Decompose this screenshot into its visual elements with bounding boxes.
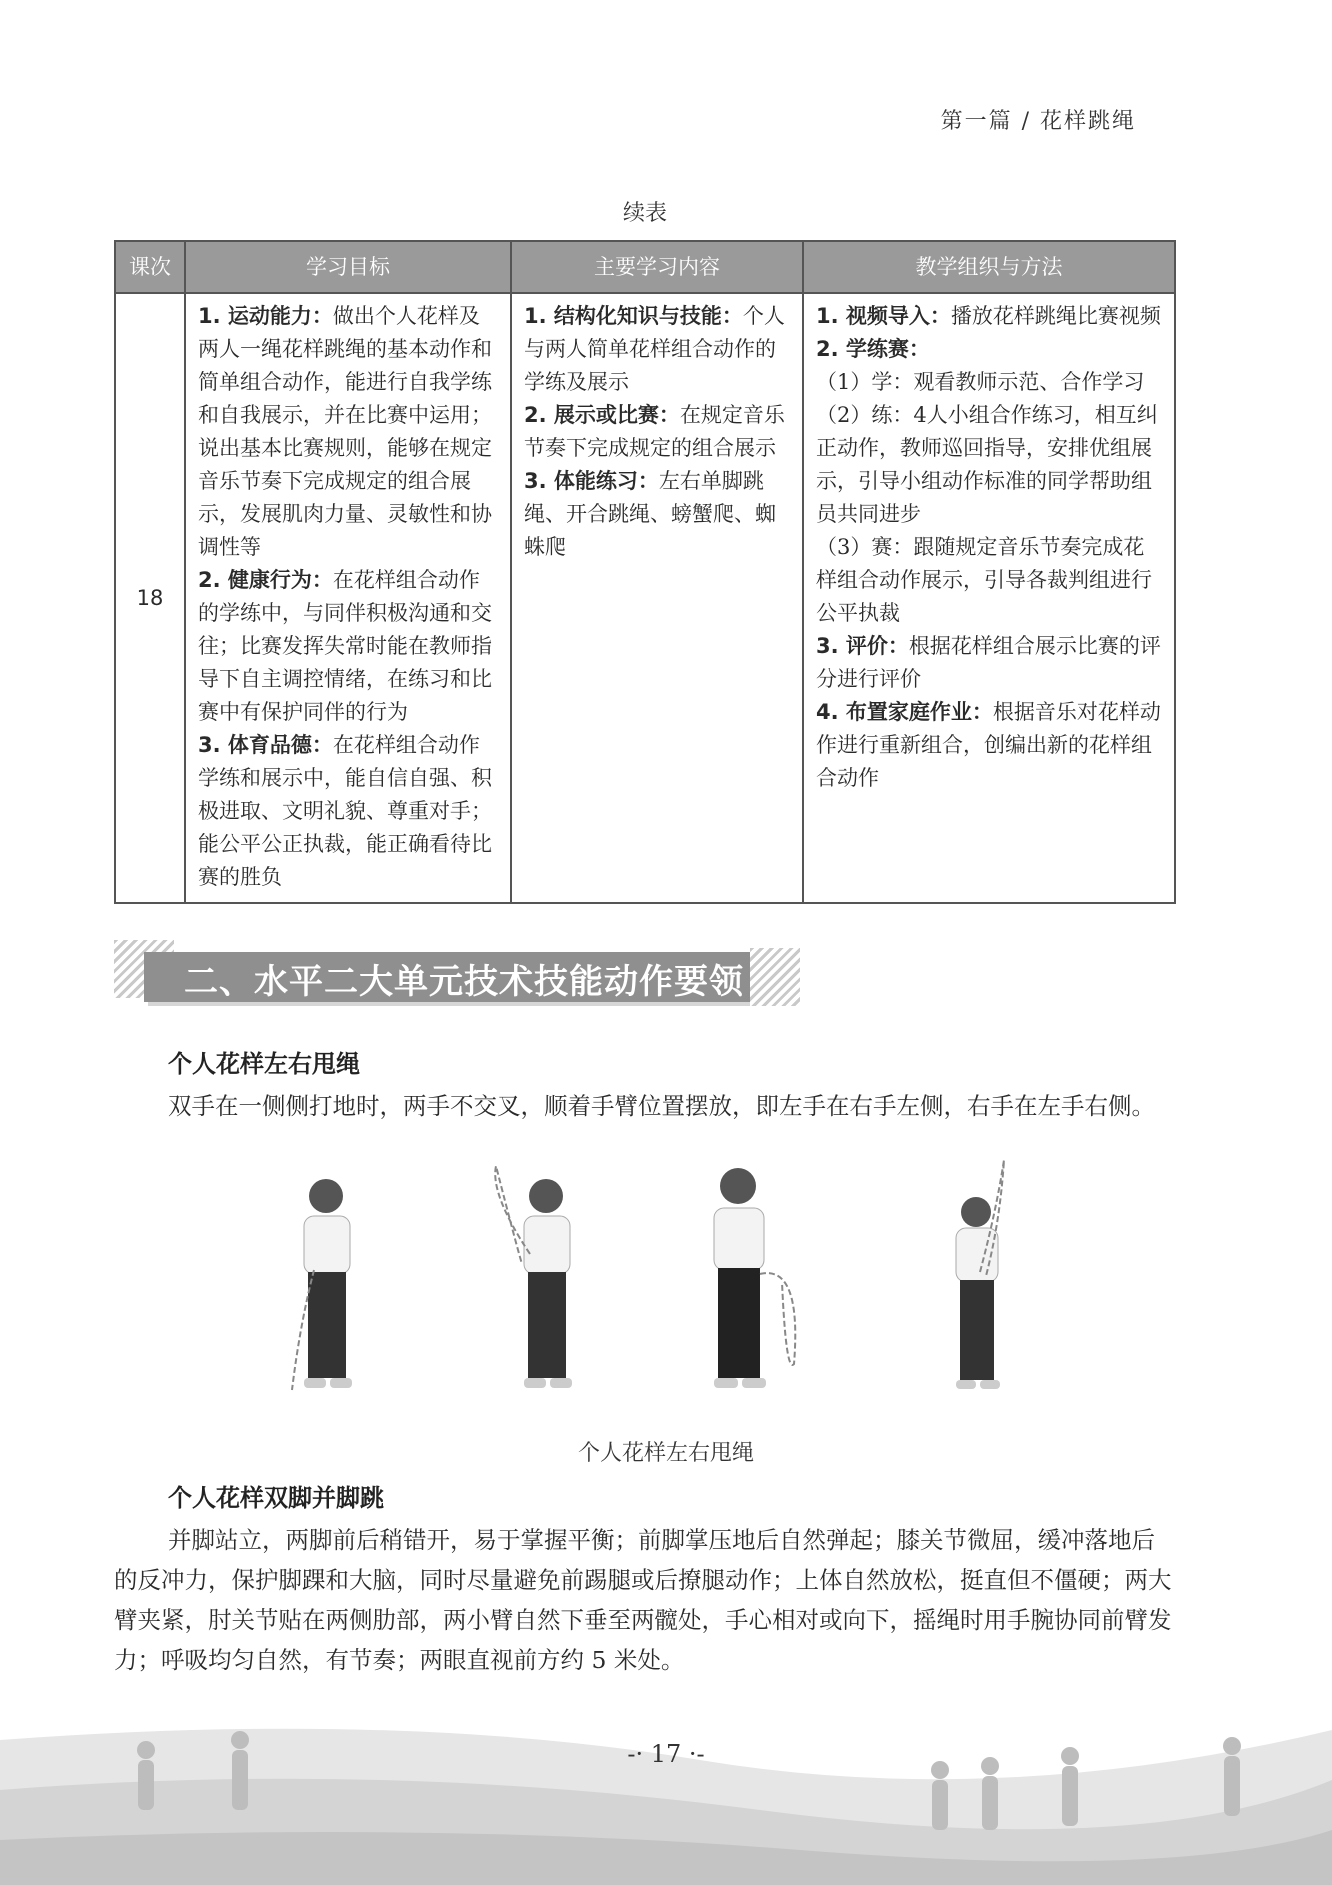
method-item: （3）赛：跟随规定音乐节奏完成花样组合动作展示，引导各裁判组进行公平执裁 [816,535,1152,625]
footer-decoration [0,1700,1332,1885]
goal-item: 1. 运动能力：做出个人花样及两人一绳花样跳绳的基本动作和简单组合动作，能进行自我学练和自我展示，并在比赛中运用；说出基本比赛规则，能够在规定音乐节奏下完成规定的组合展示，发展肌肉力量、灵敏性和协调性等 [198,304,492,559]
goals-cell [185,293,511,903]
person-figure-2 [495,1166,572,1388]
header-content: 主要学习内容 [511,241,803,293]
section-title: 二、水平二大单元技术技能动作要领 [184,962,744,1002]
header-lesson: 课次 [115,241,185,293]
method-item: 2. 学练赛： [816,337,930,361]
method-item: （2）练：4人小组合作练习，相互纠正动作，教师巡回指导，安排优组展示，引导小组动作标准的同学帮助组员共同进步 [816,403,1158,526]
item-title: 个人花样左右甩绳 [168,1050,360,1078]
person-figure-1 [292,1179,352,1390]
item-body: 并脚站立，两脚前后稍错开，易于掌握平衡；前脚掌压地后自然弹起；膝关节微屈，缓冲落地后的反冲力，保护脚踝和大脑，同时尽量避免前踢腿或后撩腿动作；上体自然放松，挺直但不僵硬；两大臂夹紧，肘关节贴在两侧肋部，两小臂自然下垂至两髋处，手心相对或向下，摇绳时用手腕协同前臂发力；呼吸均匀自然，有节奏；两眼直视前方约 5 米处。 [114,1526,1172,1674]
goal-item: 2. 健康行为：在花样组合动作的学练中，与同伴积极沟通和交往；比赛发挥失常时能在教师指导下自主调控情绪，在练习和比赛中有保护同伴的行为 [198,568,492,724]
method-item: （1）学：观看教师示范、合作学习 [816,370,1145,394]
page-number: -· 17 ·- [627,1740,705,1768]
lesson-plan-table [114,240,1176,904]
method-item: 4. 布置家庭作业：根据音乐对花样动作进行重新组合，创编出新的花样组合动作 [816,700,1161,790]
person-figure-4 [956,1160,1004,1389]
item-body: 双手在一侧侧打地时，两手不交叉，顺着手臂位置摆放，即左手在右手左侧，右手在左手右侧。 [168,1092,1155,1120]
content-cell [511,293,803,903]
content-item: 1. 结构化知识与技能：个人与两人简单花样组合动作的学练及展示 [524,304,785,394]
table-header-row [115,241,1175,293]
running-header: 第一篇 / 花样跳绳 [940,109,1136,134]
content-item: 3. 体能练习：左右单脚跳绳、开合跳绳、螃蟹爬、蜘蛛爬 [524,469,776,559]
table-continued-caption: 续表 [622,201,667,226]
header-goals: 学习目标 [185,241,511,293]
table-row [115,293,1175,903]
section-banner [114,940,804,1010]
figure-caption: 个人花样左右甩绳 [577,1441,754,1466]
item-title: 个人花样双脚并脚跳 [168,1484,384,1512]
goal-item: 3. 体育品德：在花样组合动作学练和展示中，能自信自强、积极进取、文明礼貌、尊重对手；能公平公正执裁，能正确看待比赛的胜负 [198,733,492,889]
method-item: 1. 视频导入：播放花样跳绳比赛视频 [816,304,1161,328]
banner-stripe-right [750,948,800,1006]
person-figure-3 [714,1168,795,1388]
figure-illustration [270,1160,1070,1420]
jump-rope-photos [270,1160,1070,1420]
lesson-number: 18 [115,293,185,903]
method-item: 3. 评价：根据花样组合展示比赛的评分进行评价 [816,634,1161,691]
header-methods: 教学组织与方法 [803,241,1175,293]
content-item: 2. 展示或比赛：在规定音乐节奏下完成规定的组合展示 [524,403,785,460]
methods-cell [803,293,1175,903]
